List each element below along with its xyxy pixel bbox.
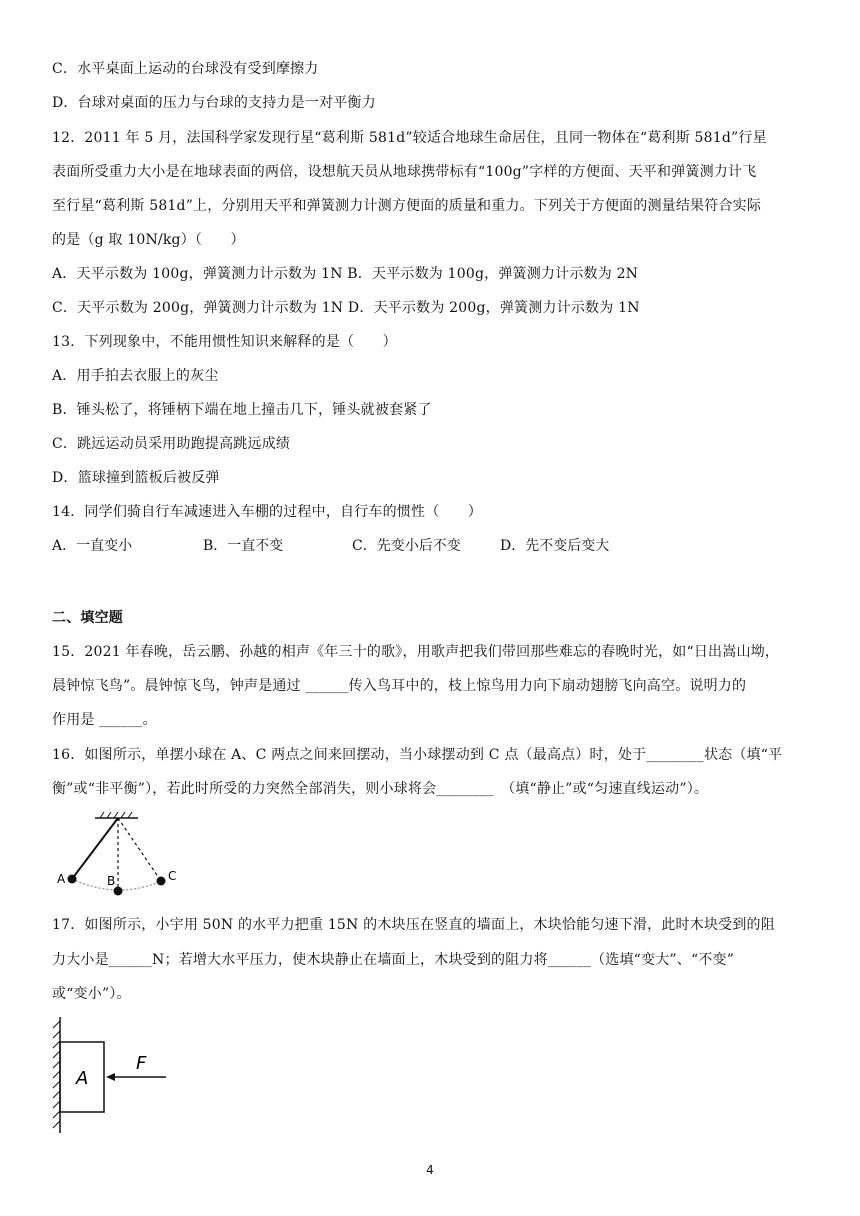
q11-option-d: D．台球对桌面的压力与台球的支持力是一对平衡力: [52, 95, 376, 111]
q13-option-d: D．篮球撞到篮板后被反弹: [52, 470, 220, 486]
q12-stem-line4: 的是（g 取 10N/kg）（ ）: [52, 232, 245, 248]
force-arrow-head: [106, 1073, 115, 1081]
q13-stem: 13．下列现象中，不能用惯性知识来解释的是（ ）: [52, 334, 397, 350]
label-b: B: [107, 874, 116, 888]
q15-stem-line1: 15．2021 年春晚，岳云鹏、孙越的相声《年三十的歌》，用歌声把我们带回那些难忘的春晚时光，如“日出嵩山坳，: [52, 644, 780, 660]
block-wall-figure: [48, 1015, 178, 1137]
q14-option-b: B．一直不变: [203, 538, 284, 554]
q12-stem-line3: 至行星“葛利斯 581d”上，分别用天平和弹簧测力计测方便面的质量和重力。下列关于方便面的测量结果符合实际: [52, 198, 762, 214]
wall-hatching: [53, 1021, 60, 1128]
q15-stem-line2: 晨钟惊飞鸟”。晨钟惊飞鸟，钟声是通过 ______传入鸟耳中的，枝上惊鸟用力向下扇动翅膀飞向高空。说明力的: [52, 678, 747, 694]
q12-options-ab: A．天平示数为 100g，弹簧测力计示数为 1N B．天平示数为 100g，弹簧测力计示数为 2N: [52, 266, 639, 282]
q13-option-a: A．用手拍去衣服上的灰尘: [52, 368, 219, 384]
q17-stem-line1: 17．如图所示，小宇用 50N 的水平力把重 15N 的木块压在竖直的墙面上，木块恰能匀速下滑，此时木块受到的阻: [52, 917, 775, 933]
q14-option-d: D．先不变后变大: [500, 538, 610, 554]
page-number: 4: [426, 1163, 434, 1177]
q15-stem-line3: 作用是 ______。: [52, 712, 157, 728]
pendulum-figure: [50, 810, 190, 900]
q13-option-b: B．锤头松了，将锤柄下端在地上撞击几下，锤头就被套紧了: [52, 402, 432, 418]
label-c: C: [168, 869, 177, 883]
force-label: F: [136, 1053, 147, 1074]
q14-option-c: C．先变小后不变: [352, 538, 461, 554]
q12-stem-line2: 表面所受重力大小是在地球表面的两倍，设想航天员从地球携带标有“100g”字样的方便面、天平和弹簧测力计飞: [52, 164, 757, 180]
q14-option-a: A．一直变小: [52, 538, 133, 554]
ball-c: [157, 877, 166, 886]
q13-option-c: C．跳远运动员采用助跑提高跳远成绩: [52, 436, 291, 452]
block-label: A: [76, 1068, 89, 1089]
section-heading-fill-blank: 二、填空题: [52, 610, 123, 626]
pendulum-string-a: [72, 818, 118, 879]
q17-stem-line3: 或“变小”）。: [52, 986, 131, 1002]
q14-stem: 14．同学们骑自行车减速进入车棚的过程中，自行车的惯性（ ）: [52, 504, 483, 520]
q17-stem-line2: 力大小是______N；若增大水平压力，使木块静止在墙面上，木块受到的阻力将______（选填“变大”、“不变”: [52, 952, 735, 968]
q12-options-cd: C．天平示数为 200g，弹簧测力计示数为 1N D．天平示数为 200g，弹簧测力计示数为 1N: [52, 300, 640, 316]
q16-stem-line2: 衡”或“非平衡”），若此时所受的力突然全部消失，则小球将会________ （填“静止”或“匀速直线运动”）。: [52, 781, 709, 797]
pendulum-string-c: [118, 818, 161, 881]
q16-stem-line1: 16．如图所示，单摆小球在 A、C 两点之间来回摆动，当小球摆动到 C 点（最高点）时，处于________状态（填“平: [52, 747, 783, 763]
q12-stem-line1: 12．2011 年 5 月，法国科学家发现行星“葛利斯 581d”较适合地球生命居住，且同一物体在“葛利斯 581d”行星: [52, 130, 767, 146]
label-a: A: [57, 872, 66, 886]
ceiling-hatching: [100, 812, 132, 818]
q11-option-c: C．水平桌面上运动的台球没有受到摩擦力: [52, 61, 319, 77]
ball-a: [68, 875, 77, 884]
